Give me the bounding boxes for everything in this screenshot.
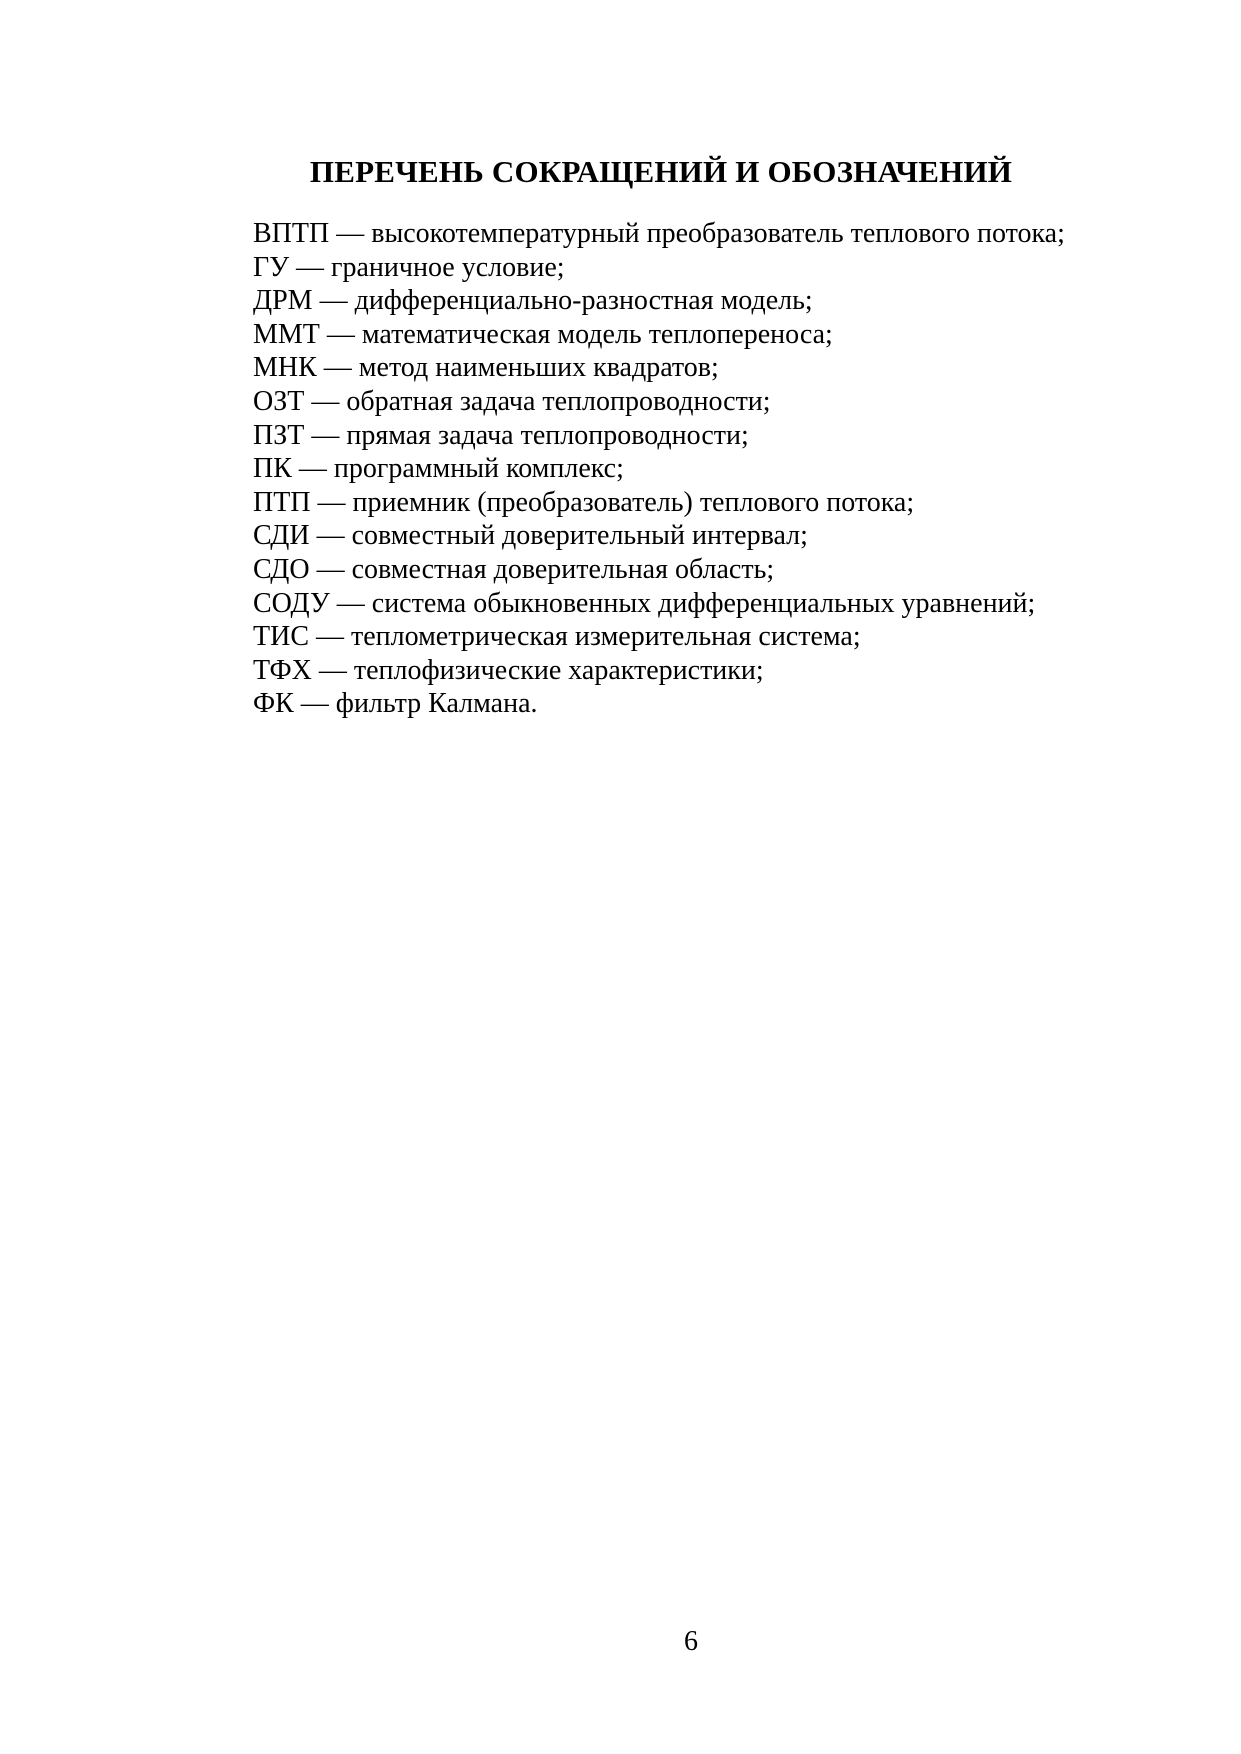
abbreviation-item: СДО — совместная доверительная область;	[253, 553, 775, 585]
abbreviation-item: ВПТП — высокотемпературный преобразователь теплового потока;	[253, 218, 1065, 249]
abbreviation-item: ФК — фильтр Калмана.	[253, 688, 538, 720]
abbreviation-item: ММТ — математическая модель теплопереноса;	[253, 318, 833, 350]
abbreviation-item: ТИС — теплометрическая измерительная система;	[253, 621, 861, 653]
abbreviation-item: ТФХ — теплофизические характеристики;	[253, 654, 764, 686]
abbreviation-item: ПЗТ — прямая задача теплопроводности;	[253, 419, 749, 451]
abbreviation-item: СОДУ — система обыкновенных дифференциальных уравнений;	[253, 587, 1036, 619]
abbreviation-item: ПК — программный комплекс;	[253, 453, 624, 485]
abbreviation-item: ДРМ — дифференциально-разностная модель;	[253, 285, 813, 317]
abbreviation-item: МНК — метод наименьших квадратов;	[253, 352, 719, 384]
abbreviation-list	[253, 217, 1065, 721]
abbreviation-item: СДИ — совместный доверительный интервал;	[253, 520, 808, 552]
abbreviation-item: ОЗТ — обратная задача теплопроводности;	[253, 385, 771, 417]
page-title: ПЕРЕЧЕНЬ СОКРАЩЕНИЙ И ОБОЗНАЧЕНИЙ	[309, 154, 1013, 189]
page-number: 6	[684, 1626, 698, 1657]
abbreviation-item: ПТП — приемник (преобразователь) теплового потока;	[253, 486, 915, 518]
abbreviation-item: ГУ — граничное условие;	[253, 251, 565, 283]
